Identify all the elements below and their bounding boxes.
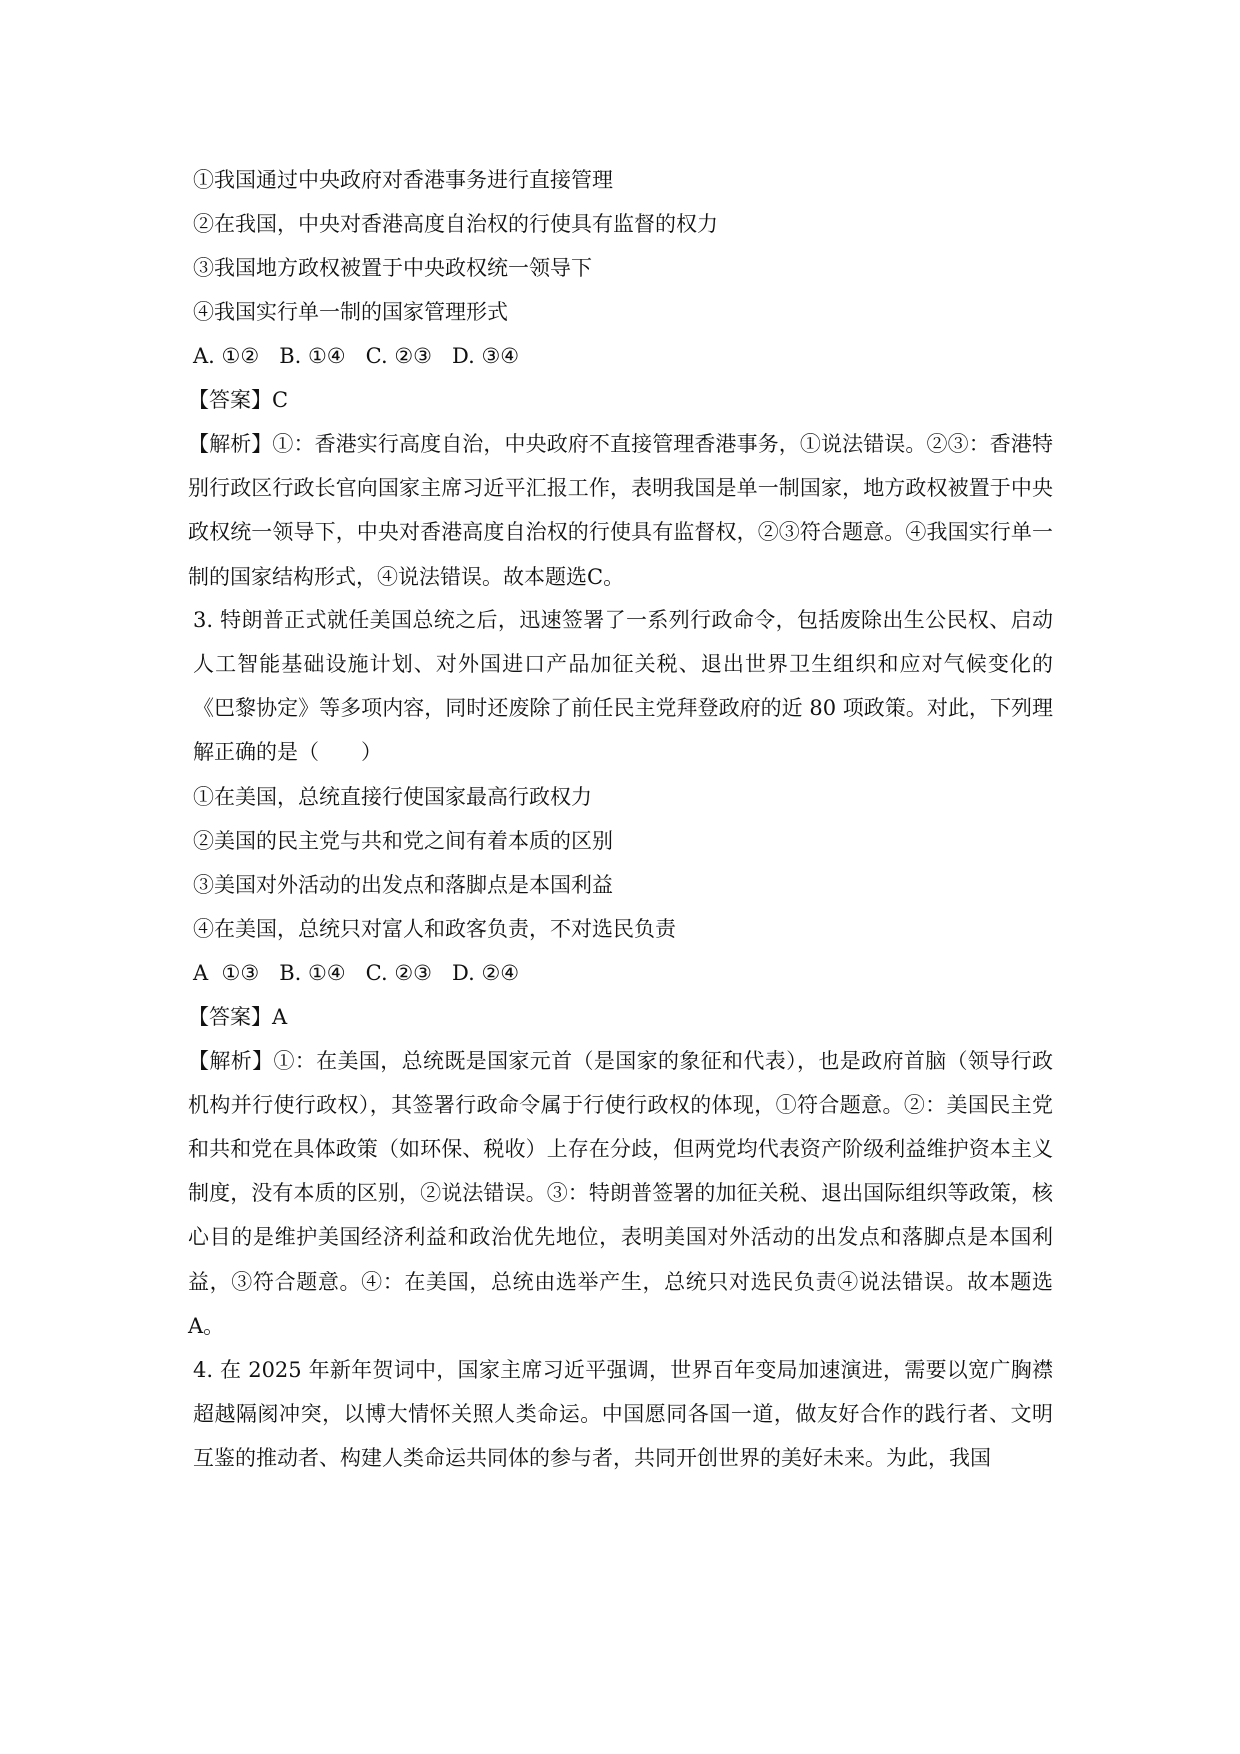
- q2-choices: A. ①② B. ①④ C. ②③ D. ③④: [193, 344, 520, 368]
- q3-choices: A ①③ B. ①④ C. ②③ D. ②④: [193, 960, 520, 985]
- q2-option-1: ①我国通过中央政府对香港事务进行直接管理: [193, 168, 613, 192]
- document-page: [188, 158, 1053, 1481]
- q2-analysis: 【解析】①：香港实行高度自治，中央政府不直接管理香港事务，①说法错误。②③：香港特别行政区行政长官向国家主席习近平汇报工作，表明我国是单一制国家，地方政权被置于中央政权统一领导下，中央对香港高度自治权的行使具有监督权，②③符合题意。④我国实行单一制的国家结构形式，④说法错误。故本题选C。: [188, 432, 1053, 589]
- q3-answer: 【答案】A: [188, 1004, 288, 1029]
- q3-option-4: ④在美国，总统只对富人和政客负责，不对选民负责: [193, 916, 676, 941]
- q4-stem: 4. 在 2025 年新年贺词中，国家主席习近平强调，世界百年变局加速演进，需要以宽广胸襟超越隔阂冲突，以博大情怀关照人类命运。中国愿同各国一道，做友好合作的践行者、文明互鉴的推动者、构建人类命运共同体的参与者，共同开创世界的美好未来。为此，我国: [193, 1358, 1053, 1471]
- q3-analysis: 【解析】①：在美国，总统既是国家元首（是国家的象征和代表），也是政府首脑（领导行政机构并行使行政权），其签署行政命令属于行使行政权的体现，①符合题意。②：美国民主党和共和党在具体政策（如环保、税收）上存在分歧，但两党均代表资产阶级利益维护资本主义制度，没有本质的区别，②说法错误。③：特朗普签署的加征关税、退出国际组织等政策，核心目的是维护美国经济利益和政治优先地位，表明美国对外活动的出发点和落脚点是本国利益，③符合题意。④：在美国，总统由选举产生，总统只对选民负责④说法错误。故本题选A。: [188, 1048, 1053, 1338]
- q3-stem: 3. 特朗普正式就任美国总统之后，迅速签署了一系列行政命令，包括废除出生公民权、启动人工智能基础设施计划、对外国进口产品加征关税、退出世界卫生组织和应对气候变化的《巴黎协定》等多项内容，同时还废除了前任民主党拜登政府的近 80 项政策。对此，下列理解正确的是（ ）: [193, 607, 1053, 765]
- q2-option-2: ②在我国，中央对香港高度自治权的行使具有监督的权力: [193, 212, 718, 236]
- q3-option-1: ①在美国，总统直接行使国家最高行政权力: [193, 784, 592, 809]
- q2-option-3: ③我国地方政权被置于中央政权统一领导下: [193, 256, 592, 280]
- q3-option-2: ②美国的民主党与共和党之间有着本质的区别: [193, 828, 613, 853]
- q3-option-3: ③美国对外活动的出发点和落脚点是本国利益: [193, 872, 613, 897]
- q2-answer: 【答案】C: [188, 388, 289, 412]
- q2-option-4: ④我国实行单一制的国家管理形式: [193, 300, 508, 324]
